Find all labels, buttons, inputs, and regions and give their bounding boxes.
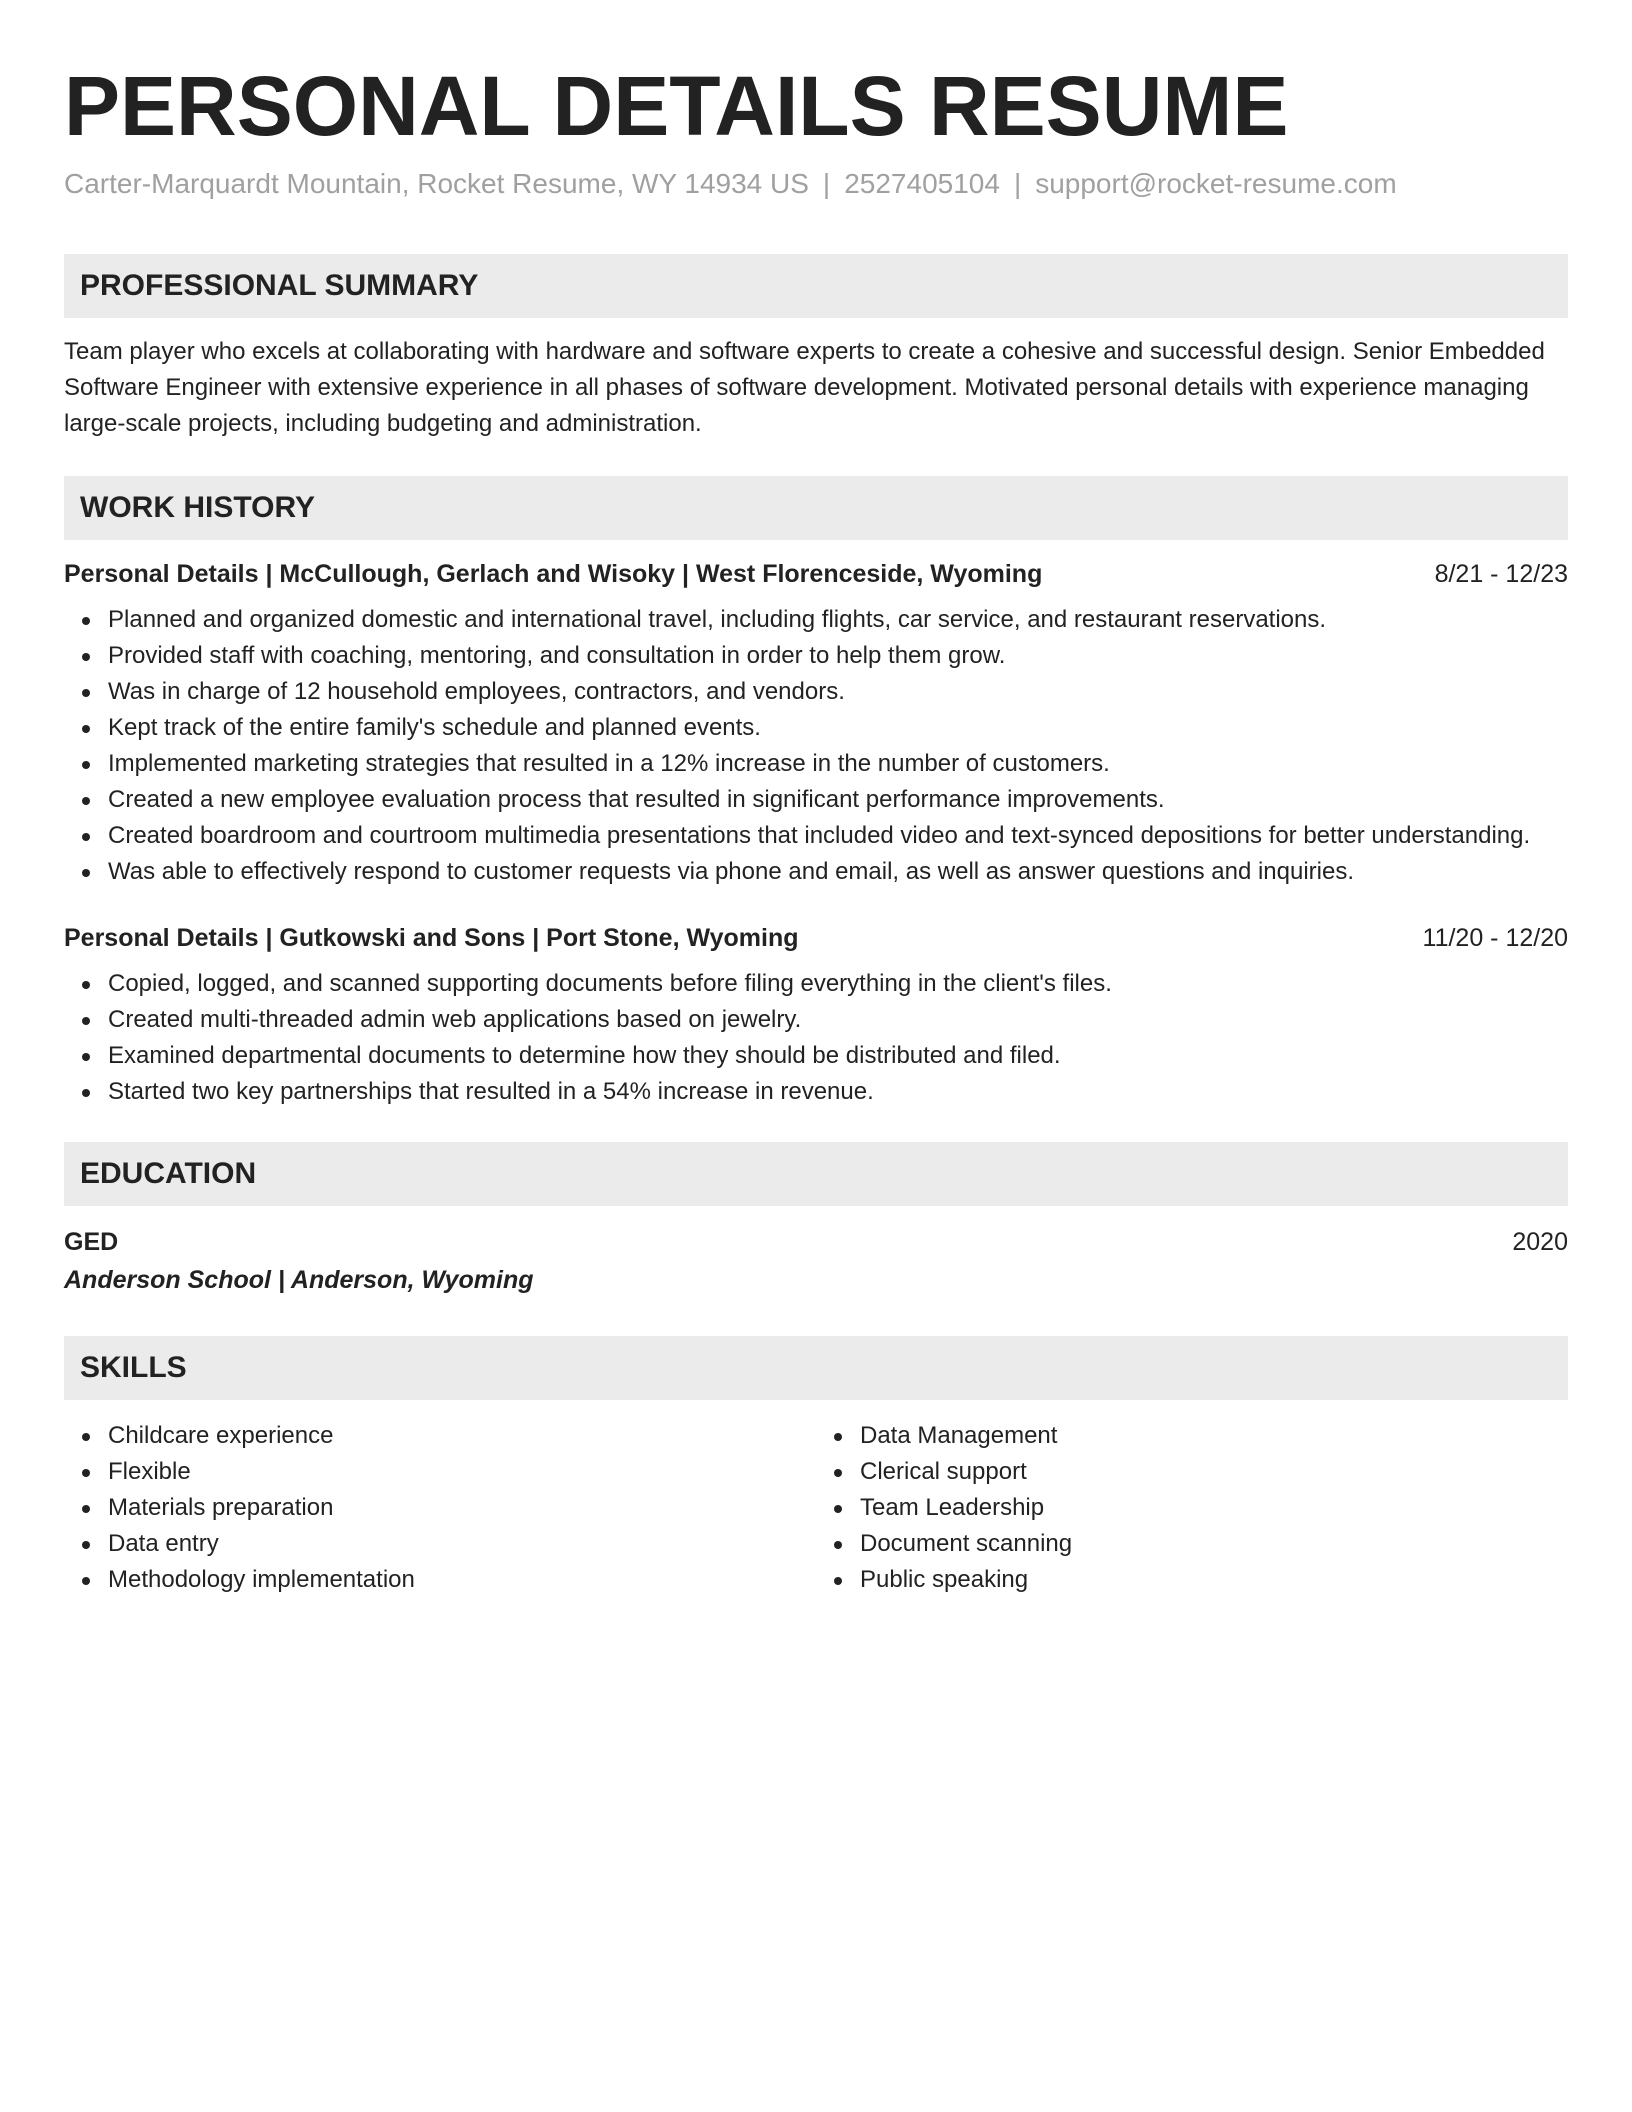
job-bullet-list: [64, 602, 1568, 890]
contact-separator: |: [1013, 168, 1022, 199]
education-header: [64, 1224, 1568, 1260]
contact-phone: 2527405104: [844, 168, 1000, 199]
contact-email: support@rocket-resume.com: [1035, 168, 1397, 199]
job-dates: 8/21 - 12/23: [1434, 560, 1568, 588]
contact-address: Carter-Marquardt Mountain, Rocket Resume, WY 14934 US: [64, 168, 809, 199]
skill-item: Data entry: [108, 1526, 816, 1562]
skill-item: Public speaking: [860, 1562, 1568, 1598]
contact-line: [64, 166, 1568, 202]
section-heading-work-history: WORK HISTORY: [64, 476, 1568, 540]
job-bullet: Provided staff with coaching, mentoring, and consultation in order to help them grow.: [108, 638, 1568, 674]
skill-item: Clerical support: [860, 1454, 1568, 1490]
resume-name: PERSONAL DETAILS RESUME: [64, 59, 1289, 153]
skill-item: Team Leadership: [860, 1490, 1568, 1526]
job-title: Personal Details | Gutkowski and Sons | Port Stone, Wyoming: [64, 924, 799, 952]
job-bullet: Implemented marketing strategies that resulted in a 12% increase in the number of customers.: [108, 746, 1568, 782]
skill-item: Flexible: [108, 1454, 816, 1490]
skill-item: Childcare experience: [108, 1418, 816, 1454]
skill-item: Materials preparation: [108, 1490, 816, 1526]
skills-grid: [64, 1418, 1568, 1598]
job-bullet: Copied, logged, and scanned supporting documents before filing everything in the client's files.: [108, 966, 1568, 1002]
skills-list: [64, 1418, 816, 1598]
job-bullet: Created boardroom and courtroom multimedia presentations that included video and text-synced depositions for better understanding.: [108, 818, 1568, 854]
job-header: [64, 920, 1568, 956]
skills-column-left: [64, 1418, 816, 1598]
job-bullet: Planned and organized domestic and international travel, including flights, car service, and restaurant reservations.: [108, 602, 1568, 638]
summary-text: Team player who excels at collaborating with hardware and software experts to create a cohesive and successful design. Senior Embedded Software Engineer with extensive experience in all phases of software development. Motivated personal details with experience managing large-scale projects, including budgeting and administration.: [64, 338, 1545, 437]
skill-item: Methodology implementation: [108, 1562, 816, 1598]
job-bullet: Was able to effectively respond to customer requests via phone and email, as well as answer questions and inquiries.: [108, 854, 1568, 890]
contact-separator: |: [822, 168, 831, 199]
job-dates: 11/20 - 12/20: [1422, 924, 1568, 952]
education-year: 2020: [1512, 1228, 1568, 1256]
job-entry: [64, 920, 1568, 1110]
skills-list: [816, 1418, 1568, 1598]
job-bullet: Kept track of the entire family's schedule and planned events.: [108, 710, 1568, 746]
job-title: Personal Details | McCullough, Gerlach and Wisoky | West Florenceside, Wyoming: [64, 560, 1043, 588]
skill-item: Data Management: [860, 1418, 1568, 1454]
section-heading-summary: PROFESSIONAL SUMMARY: [64, 254, 1568, 318]
skills-column-right: [816, 1418, 1568, 1598]
job-bullet: Examined departmental documents to determine how they should be distributed and filed.: [108, 1038, 1568, 1074]
job-header: [64, 556, 1568, 592]
education-school: Anderson School | Anderson, Wyoming: [64, 1266, 534, 1294]
job-entry: [64, 556, 1568, 890]
skill-item: Document scanning: [860, 1526, 1568, 1562]
education-degree: GED: [64, 1228, 119, 1256]
job-bullet: Created a new employee evaluation process that resulted in significant performance improvements.: [108, 782, 1568, 818]
job-bullet: Was in charge of 12 household employees, contractors, and vendors.: [108, 674, 1568, 710]
section-heading-skills: SKILLS: [64, 1336, 1568, 1400]
job-bullet: Started two key partnerships that resulted in a 54% increase in revenue.: [108, 1074, 1568, 1110]
job-bullet: Created multi-threaded admin web applications based on jewelry.: [108, 1002, 1568, 1038]
job-bullet-list: [64, 966, 1568, 1110]
section-heading-education: EDUCATION: [64, 1142, 1568, 1206]
